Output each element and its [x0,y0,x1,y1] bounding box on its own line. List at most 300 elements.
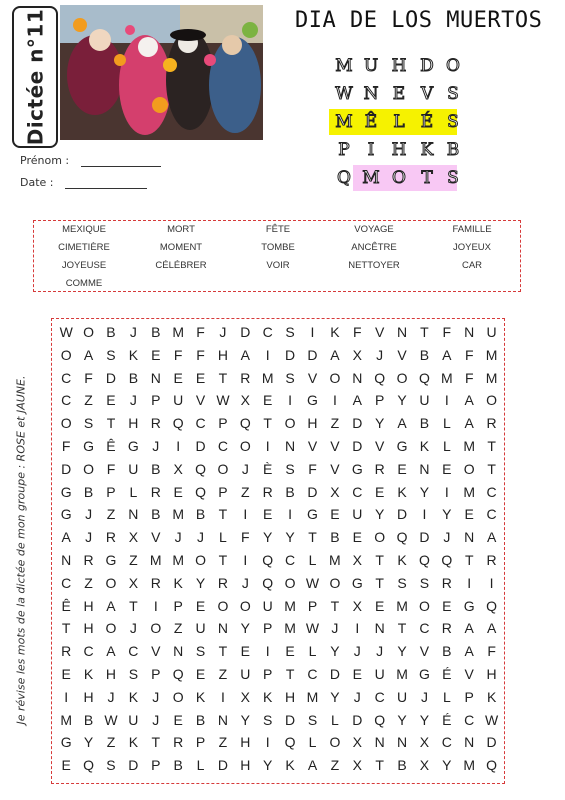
word-search-letter[interactable]: M [284,597,296,614]
word-search-letter[interactable]: U [486,324,497,340]
word-search-letter[interactable]: R [150,415,161,432]
word-search-letter[interactable]: O [195,551,206,568]
word-search-letter[interactable]: T [218,506,228,523]
word-search-letter[interactable]: J [376,346,384,363]
word-search-letter[interactable]: C [83,643,94,660]
word-search-letter[interactable]: É [442,711,452,728]
word-search-letter[interactable]: G [351,460,363,477]
word-search-letter[interactable]: Y [374,415,385,432]
word-search-letter[interactable]: J [129,324,137,340]
word-search-letter[interactable]: N [352,369,363,386]
word-search-letter[interactable]: G [105,551,117,568]
word-search-letter[interactable]: I [444,392,449,409]
word-search-letter[interactable]: R [150,574,161,591]
word-search-letter[interactable]: Y [397,643,407,660]
word-search-letter[interactable]: E [352,529,362,546]
word-search-letter[interactable]: R [262,483,273,500]
word-search-letter[interactable]: B [195,506,206,523]
word-search-letter[interactable]: X [352,597,362,614]
word-search-letter[interactable]: F [464,369,474,386]
word-search-letter[interactable]: Q [486,597,498,614]
word-search-letter[interactable]: O [83,324,95,340]
word-search-letter[interactable]: F [442,324,452,340]
word-search-letter[interactable]: D [217,757,228,774]
word-search-letter[interactable]: L [330,711,339,728]
word-search-letter[interactable]: R [150,483,161,500]
word-search-letter[interactable]: P [106,483,116,500]
word-search-letter[interactable]: S [285,324,295,340]
word-search-letter[interactable]: U [419,392,430,409]
word-search-letter[interactable]: P [195,734,206,751]
word-search-letter[interactable]: E [173,483,183,500]
word-search-letter[interactable]: H [217,346,228,363]
word-search-letter[interactable]: N [128,506,139,523]
word-search-letter[interactable]: Y [195,574,206,591]
word-search-letter[interactable]: R [83,551,94,568]
word-search-letter[interactable]: S [195,643,206,660]
word-search-letter[interactable]: S [285,369,295,386]
word-search-letter[interactable]: T [61,620,71,637]
word-search-letter[interactable]: M [441,369,453,386]
word-search-letter[interactable]: T [151,734,161,751]
word-search-letter[interactable]: Q [239,415,251,432]
word-search-letter[interactable]: L [442,437,451,454]
date-line[interactable] [65,188,147,189]
word-search-letter[interactable]: G [307,506,318,523]
word-search-letter[interactable]: J [85,529,93,546]
word-search-letter[interactable]: G [127,437,139,454]
word-search-letter[interactable]: D [396,506,408,523]
word-search-letter[interactable]: D [128,757,139,774]
word-search-letter[interactable]: D [352,415,363,432]
word-search-letter[interactable]: O [329,574,341,591]
word-search-letter[interactable]: A [106,597,116,614]
word-search-letter[interactable]: J [129,620,137,637]
word-search-letter[interactable]: F [106,460,116,477]
word-search-letter[interactable]: M [463,437,476,454]
word-search-letter[interactable]: Q [262,551,274,568]
word-search-letter[interactable]: P [464,688,474,705]
word-search-letter[interactable]: C [61,574,72,591]
word-search-letter[interactable]: N [374,734,385,751]
word-search-letter[interactable]: T [308,529,317,546]
word-search-letter[interactable]: G [83,437,95,454]
word-search-letter[interactable]: B [442,643,452,660]
word-search-letter[interactable]: W [104,711,118,728]
word-search-letter[interactable]: B [151,460,161,477]
word-search-letter[interactable]: C [61,392,72,409]
word-search-letter[interactable]: Z [330,757,340,774]
word-search-letter[interactable]: J [331,620,339,637]
word-search-letter[interactable]: K [419,437,430,454]
word-search-letter[interactable]: D [105,369,117,386]
word-search-letter[interactable]: T [218,643,228,660]
word-search-letter[interactable]: T [464,551,474,568]
word-search-letter[interactable]: D [61,460,72,477]
word-search-letter[interactable]: M [60,711,73,728]
word-search-letter[interactable]: Z [84,574,93,591]
word-search-letter[interactable]: Q [172,665,184,682]
word-search-letter[interactable]: I [310,324,315,340]
word-search-letter[interactable]: C [352,483,363,500]
word-search-letter[interactable]: L [442,688,451,705]
word-search-letter[interactable]: K [486,688,497,705]
word-search-letter[interactable]: Q [486,757,498,774]
word-search-letter[interactable]: J [241,460,249,477]
word-search-letter[interactable]: I [64,688,69,705]
word-search-letter[interactable]: Y [397,392,407,409]
word-search-letter[interactable]: F [308,460,317,477]
word-search-letter[interactable]: M [172,506,184,523]
word-search-letter[interactable]: T [106,415,116,432]
word-search-letter[interactable]: O [463,460,475,477]
word-search-letter[interactable]: M [329,551,341,568]
word-search-letter[interactable]: O [284,574,296,591]
word-search-letter[interactable]: B [285,483,295,500]
word-search-letter[interactable]: U [352,506,363,523]
word-search-letter[interactable]: F [84,369,93,386]
word-search-letter[interactable]: Q [83,757,95,774]
word-search-letter[interactable]: X [240,392,250,409]
word-search-letter[interactable]: Z [106,506,116,523]
word-search-letter[interactable]: K [263,688,273,705]
word-search-letter[interactable]: A [83,346,94,363]
word-search-letter[interactable]: X [419,757,430,774]
word-search-letter[interactable]: X [128,529,139,546]
word-search-letter[interactable]: A [442,346,452,363]
word-search-letter[interactable]: C [441,734,452,751]
word-search-letter[interactable]: U [173,392,184,409]
word-search-letter[interactable]: Y [240,711,250,728]
word-search-letter[interactable]: V [307,437,318,454]
word-search-letter[interactable]: R [217,574,228,591]
word-search-letter[interactable]: G [351,574,363,591]
word-search-letter[interactable]: G [60,483,72,500]
word-search-letter[interactable]: E [195,597,206,614]
word-search-letter[interactable]: A [106,643,116,660]
word-search-letter[interactable]: E [330,506,340,523]
word-search-letter[interactable]: J [219,324,227,340]
word-search-letter[interactable]: M [485,346,498,363]
word-search-letter[interactable]: O [396,369,408,386]
word-search-letter[interactable]: Q [396,529,408,546]
word-search-letter[interactable]: R [61,643,72,660]
word-search-letter[interactable]: Z [330,415,340,432]
word-search-letter[interactable]: Y [419,483,430,500]
word-search-letter[interactable]: K [128,688,139,705]
word-search-letter[interactable]: U [195,620,206,637]
word-search-letter[interactable]: M [284,620,296,637]
word-search-letter[interactable]: B [397,757,407,774]
word-search-letter[interactable]: Y [330,643,340,660]
word-search-letter[interactable]: Z [129,551,138,568]
word-search-letter[interactable]: A [464,620,474,637]
word-search-letter[interactable]: E [195,369,206,386]
word-search-letter[interactable]: E [442,597,452,614]
word-search-letter[interactable]: W [305,620,320,637]
word-search-letter[interactable]: P [151,392,161,409]
word-search-letter[interactable]: F [196,346,205,363]
word-search-letter[interactable]: P [374,392,385,409]
word-search-letter[interactable]: E [61,665,71,682]
word-search-letter[interactable]: E [173,369,183,386]
word-search-letter[interactable]: K [128,734,139,751]
word-search-letter[interactable]: M [485,369,498,386]
word-search-letter[interactable]: C [486,483,497,500]
word-search-letter[interactable]: A [397,415,407,432]
word-search-letter[interactable]: K [397,551,407,568]
word-search-letter[interactable]: A [464,392,474,409]
word-search-letter[interactable]: E [263,392,273,409]
word-search-letter[interactable]: B [173,757,183,774]
word-search-letter[interactable]: N [464,324,475,340]
word-search-letter[interactable]: N [464,529,475,546]
word-search-letter[interactable]: Q [262,574,274,591]
word-search-letter[interactable]: I [332,392,337,409]
word-search-letter[interactable]: R [441,620,452,637]
word-search-letter[interactable]: K [330,324,340,340]
word-search-letter[interactable]: V [330,460,340,477]
word-search-letter[interactable]: A [352,392,362,409]
word-search-letter[interactable]: C [486,506,497,523]
word-search-letter[interactable]: C [217,437,228,454]
word-search-letter[interactable]: F [196,324,205,340]
word-search-letter[interactable]: T [397,620,407,637]
word-search-letter[interactable]: K [397,483,407,500]
word-search-letter[interactable]: Z [84,392,93,409]
word-search-letter[interactable]: S [106,346,116,363]
word-search-letter[interactable]: F [352,324,362,340]
word-search-letter[interactable]: Y [374,506,385,523]
word-search-letter[interactable]: O [83,460,95,477]
word-search-letter[interactable]: V [397,346,407,363]
word-search-letter[interactable]: D [240,324,251,340]
word-search-letter[interactable]: L [308,734,317,751]
word-search-letter[interactable]: J [152,437,160,454]
word-search-letter[interactable]: L [308,551,317,568]
prenom-line[interactable] [81,166,161,167]
word-search-letter[interactable]: M [261,369,274,386]
word-search-letter[interactable]: X [352,757,362,774]
word-search-letter[interactable]: J [353,643,361,660]
word-search-letter[interactable]: J [152,711,160,728]
word-search-letter[interactable]: E [173,711,183,728]
word-search-letter[interactable]: W [59,324,73,340]
word-search-letter[interactable]: H [307,415,318,432]
word-search-letter[interactable]: P [263,620,273,637]
word-search-letter[interactable]: I [176,437,181,454]
word-search-letter[interactable]: V [374,324,385,340]
word-search-letter[interactable]: N [150,369,161,386]
word-search-letter[interactable]: M [172,324,184,340]
word-search-letter[interactable]: J [129,392,137,409]
word-search-letter[interactable]: A [464,415,474,432]
word-search-letter[interactable]: C [61,369,72,386]
word-search-letter[interactable]: X [352,551,362,568]
word-search-letter[interactable]: J [152,688,160,705]
word-search-letter[interactable]: L [219,529,227,546]
word-search-letter[interactable]: V [307,369,318,386]
word-search-letter[interactable]: N [419,460,430,477]
word-search-letter[interactable]: Q [374,369,386,386]
word-search-letter[interactable]: N [217,620,228,637]
word-search-letter[interactable]: Z [173,620,183,637]
word-search-letter[interactable]: E [464,506,474,523]
word-search-letter[interactable]: E [263,506,273,523]
word-search-letter[interactable]: D [419,529,430,546]
word-search-letter[interactable]: N [374,620,385,637]
word-search-letter[interactable]: D [329,665,340,682]
word-search-letter[interactable]: X [173,460,183,477]
word-search-letter[interactable]: S [307,711,318,728]
word-search-letter[interactable]: O [239,437,251,454]
word-search-letter[interactable]: J [197,529,205,546]
word-search-letter[interactable]: U [240,665,251,682]
word-search-letter[interactable]: P [173,597,183,614]
word-search-letter[interactable]: A [307,757,318,774]
word-search-letter[interactable]: B [106,324,116,340]
word-search-letter[interactable]: U [128,460,139,477]
word-search-letter[interactable]: D [195,437,206,454]
word-search-letter[interactable]: L [129,483,138,500]
word-search-letter[interactable]: Ê [106,437,116,454]
word-search-letter[interactable]: N [173,643,184,660]
word-search-letter[interactable]: E [195,665,206,682]
word-search-letter[interactable]: T [263,415,272,432]
word-search-letter[interactable]: X [240,688,250,705]
word-search-letter[interactable]: Y [330,688,340,705]
word-search-letter[interactable]: T [487,437,496,454]
word-search-letter[interactable]: P [151,757,161,774]
word-search-letter[interactable]: M [396,597,408,614]
word-search-letter[interactable]: M [463,757,476,774]
word-search-letter[interactable]: K [195,688,206,705]
word-search-letter[interactable]: P [151,665,161,682]
word-search-letter[interactable]: K [173,574,183,591]
word-search-letter[interactable]: A [240,346,250,363]
word-search-letter[interactable]: N [217,711,228,728]
word-search-letter[interactable]: P [218,415,228,432]
word-search-letter[interactable]: O [217,597,229,614]
word-search-letter[interactable]: L [308,643,317,660]
word-search-letter[interactable]: N [396,324,408,340]
word-search-letter[interactable]: Q [195,483,206,500]
word-search-letter[interactable]: E [374,597,385,614]
word-search-letter[interactable]: I [288,506,293,523]
word-search-letter[interactable]: B [128,369,139,386]
word-search-letter[interactable]: T [375,757,384,774]
word-search-letter[interactable]: T [375,574,384,591]
word-search-letter[interactable]: E [374,483,385,500]
word-search-letter[interactable]: Q [419,369,430,386]
word-search-letter[interactable]: H [486,665,497,682]
word-search-letter[interactable]: I [467,574,472,591]
word-search-letter[interactable]: B [83,483,94,500]
word-search-letter[interactable]: D [307,346,318,363]
word-search-letter[interactable]: K [128,346,139,363]
word-search-letter[interactable]: I [243,551,248,568]
word-search-letter[interactable]: E [106,392,116,409]
word-search-letter[interactable]: U [396,688,408,705]
word-search-letter[interactable]: Y [397,711,407,728]
word-search-letter[interactable]: T [487,460,496,477]
word-search-letter[interactable]: U [374,665,385,682]
word-search-letter[interactable]: B [151,506,161,523]
word-search-letter[interactable]: L [196,757,205,774]
word-search-letter[interactable]: R [486,551,497,568]
word-search-letter[interactable]: X [128,574,139,591]
word-search-letter[interactable]: A [330,346,340,363]
word-search-letter[interactable]: V [374,437,385,454]
word-search-letter[interactable]: O [150,620,162,637]
word-search-letter[interactable]: T [129,597,138,614]
word-search-letter[interactable]: O [419,597,430,614]
word-search-letter[interactable]: Q [374,711,386,728]
word-search-letter[interactable]: Q [172,415,184,432]
word-search-letter[interactable]: É [442,665,452,682]
word-search-letter[interactable]: O [284,415,296,432]
word-search-letter[interactable]: P [307,597,318,614]
word-search-letter[interactable]: S [83,415,94,432]
word-search-letter[interactable]: E [397,460,407,477]
word-search-letter[interactable]: J [353,688,361,705]
word-search-letter[interactable]: B [195,711,206,728]
word-search-letter[interactable]: E [151,346,161,363]
word-search-letter[interactable]: C [307,665,318,682]
word-search-letter[interactable]: M [463,483,476,500]
word-search-letter[interactable]: S [397,574,407,591]
word-search-letter[interactable]: I [489,574,494,591]
word-search-letter[interactable]: C [128,643,139,660]
word-search-letter[interactable]: X [330,483,340,500]
word-search-letter[interactable]: J [241,574,249,591]
word-search-letter[interactable]: R [374,460,385,477]
word-search-letter[interactable]: V [151,529,161,546]
word-search-letter[interactable]: C [262,324,273,340]
word-search-letter[interactable]: Y [442,506,452,523]
word-search-letter[interactable]: C [374,688,385,705]
word-search-letter[interactable]: H [128,415,139,432]
word-search-letter[interactable]: Q [419,551,430,568]
word-search-letter[interactable]: I [355,620,360,637]
word-search-letter[interactable]: M [172,551,184,568]
word-search-letter[interactable]: D [486,734,497,751]
word-search-letter[interactable]: W [216,392,230,409]
word-search-letter[interactable]: V [330,437,340,454]
word-search-letter[interactable]: I [444,483,449,500]
word-search-letter[interactable]: Y [419,711,430,728]
word-search-letter[interactable]: A [464,643,474,660]
word-search-letter[interactable]: O [329,369,341,386]
word-search-letter[interactable]: K [285,757,295,774]
word-search-letter[interactable]: F [241,529,250,546]
word-search-letter[interactable]: È [263,460,273,477]
word-search-letter[interactable]: T [330,597,340,614]
word-search-letter[interactable]: O [217,460,229,477]
word-search-letter[interactable]: I [265,437,270,454]
word-search-letter[interactable]: G [396,437,408,454]
word-search-letter[interactable]: I [265,643,270,660]
word-search-letter[interactable]: I [220,688,225,705]
word-search-letter[interactable]: Q [284,734,296,751]
word-search-letter[interactable]: S [128,665,139,682]
word-search-letter[interactable]: I [265,346,270,363]
word-search-letter[interactable]: I [153,597,158,614]
word-search-letter[interactable]: B [151,324,161,340]
word-search-letter[interactable]: R [486,415,497,432]
word-search-letter[interactable]: K [83,665,94,682]
word-search-letter[interactable]: J [174,529,182,546]
